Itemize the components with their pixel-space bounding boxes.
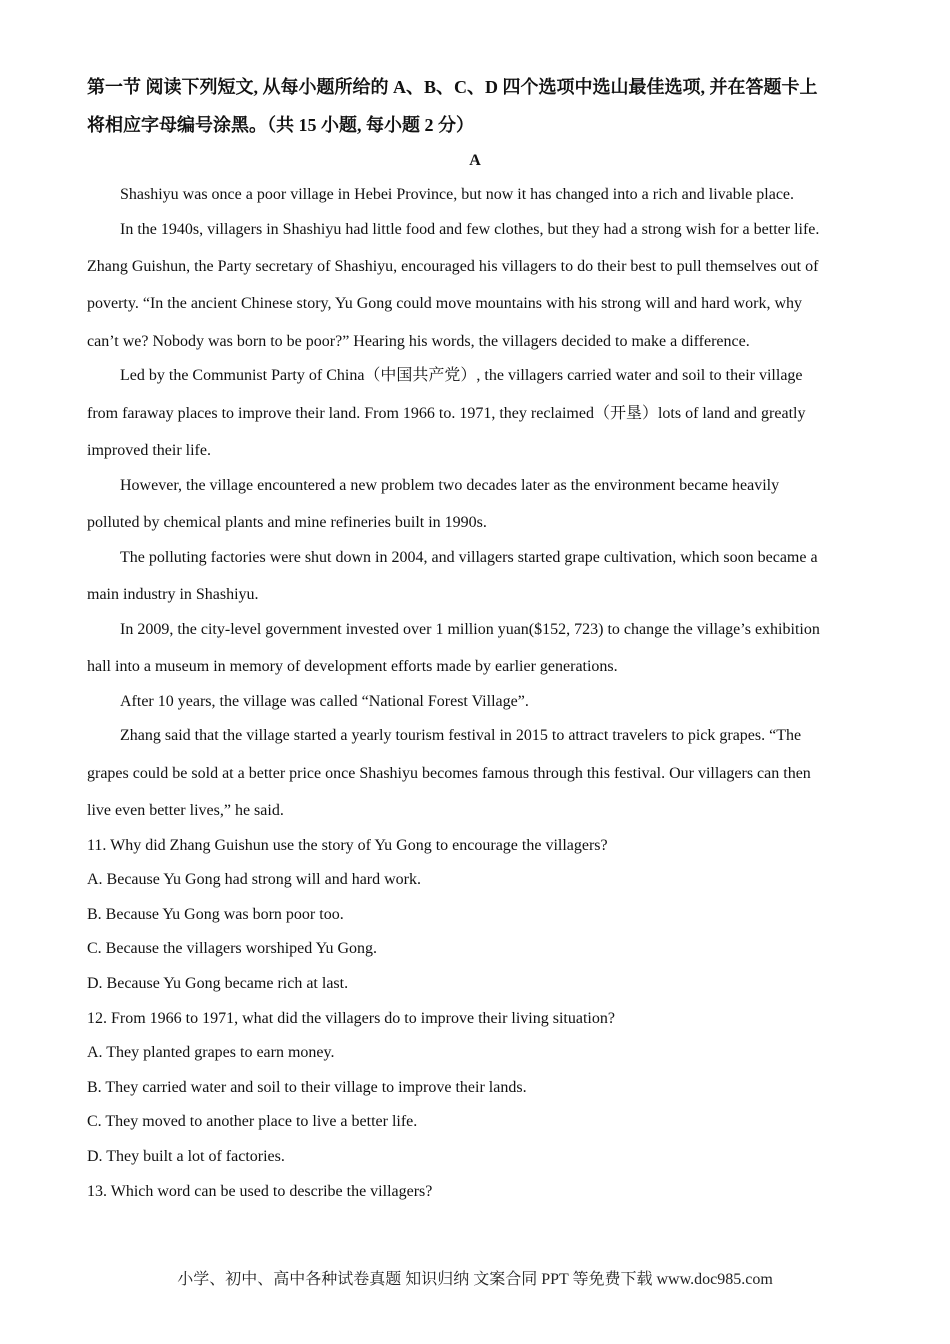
paragraph-line: poverty. “In the ancient Chinese story, Yu Gong could move mountains with his strong will and hard work, why xyxy=(87,295,802,313)
passage-paragraph xyxy=(87,213,863,360)
answer-option-d: D. Because Yu Gong became rich at last. xyxy=(87,975,349,993)
question-stem: 12. From 1966 to 1971, what did the villagers do to improve their living situation? xyxy=(87,1009,615,1027)
answer-option-c: C. Because the villagers worshiped Yu Gong. xyxy=(87,940,378,958)
instruction-line: 将相应字母编号涂黑。（共 15 小题, 每小题 2 分） xyxy=(87,115,474,135)
page-footer: 小学、初中、高中各种试卷真题 知识归纳 文案合同 PPT 等免费下载 www.doc985.com xyxy=(177,1271,773,1288)
question-13 xyxy=(87,1175,863,1210)
paragraph-line: polluted by chemical plants and mine refineries built in 1990s. xyxy=(87,514,487,532)
question-12 xyxy=(87,1002,863,1175)
passage-body xyxy=(87,178,863,829)
passage-paragraph xyxy=(87,359,863,468)
passage-paragraph xyxy=(87,178,863,213)
question-11 xyxy=(87,829,863,1002)
passage-paragraph xyxy=(87,719,863,828)
instruction-line: 第一节 阅读下列短文, 从每小题所给的 A、B、C、D 四个选项中选山最佳选项, 并在答题卡上 xyxy=(87,77,818,97)
answer-option-d: D. They built a lot of factories. xyxy=(87,1148,285,1165)
paragraph-line: Zhang Guishun, the Party secretary of Shashiyu, encouraged his villagers to do their best to pull themselves out of xyxy=(87,257,819,275)
paragraph-line: from faraway places to improve their land. From 1966 to. 1971, they reclaimed（开垦）lots of land and greatly xyxy=(87,404,806,422)
answer-option-b: B. They carried water and soil to their village to improve their lands. xyxy=(87,1078,527,1096)
paragraph-line: In the 1940s, villagers in Shashiyu had little food and few clothes, but they had a strong wish for a better life. xyxy=(120,220,820,238)
paragraph-line: After 10 years, the village was called “National Forest Village”. xyxy=(120,692,529,710)
answer-option-a: A. Because Yu Gong had strong will and hard work. xyxy=(87,871,422,889)
paragraph-line: Shashiyu was once a poor village in Hebei Province, but now it has changed into a rich and livable place. xyxy=(120,186,795,203)
paragraph-line: live even better lives,” he said. xyxy=(87,802,284,820)
paragraph-line: main industry in Shashiyu. xyxy=(87,586,259,604)
passage-paragraph xyxy=(87,541,863,613)
passage-paragraph xyxy=(87,469,863,541)
paragraph-line: can’t we? Nobody was born to be poor?” Hearing his words, the villagers decided to make a difference. xyxy=(87,332,750,350)
answer-option-a: A. They planted grapes to earn money. xyxy=(87,1044,335,1062)
paragraph-line: Led by the Communist Party of China（中国共产党）, the villagers carried water and soil to their village xyxy=(120,367,803,385)
paragraph-line: The polluting factories were shut down in 2004, and villagers started grape cultivation, which soon became a xyxy=(120,548,818,566)
answer-option-c: C. They moved to another place to live a better life. xyxy=(87,1113,418,1131)
question-stem: 11. Why did Zhang Guishun use the story of Yu Gong to encourage the villagers? xyxy=(87,836,608,854)
paragraph-line: Zhang said that the village started a yearly tourism festival in 2015 to attract travelers to pick grapes. “The xyxy=(120,727,802,745)
passage-label: A xyxy=(469,152,481,169)
paragraph-line: grapes could be sold at a better price once Shashiyu becomes famous through this festival. Our villagers can then xyxy=(87,764,811,782)
passage-paragraph xyxy=(87,613,863,685)
paragraph-line: hall into a museum in memory of development efforts made by earlier generations. xyxy=(87,658,618,676)
question-list xyxy=(87,829,863,1210)
paragraph-line: improved their life. xyxy=(87,442,211,460)
passage-paragraph xyxy=(87,685,863,720)
answer-option-b: B. Because Yu Gong was born poor too. xyxy=(87,905,344,923)
section-instructions xyxy=(87,68,863,144)
paragraph-line: However, the village encountered a new problem two decades later as the environment became heavily xyxy=(120,476,780,494)
question-stem: 13. Which word can be used to describe the villagers? xyxy=(87,1182,433,1200)
page-content xyxy=(87,68,863,1209)
paragraph-line: In 2009, the city-level government invested over 1 million yuan($152, 723) to change the village’s exhibition xyxy=(120,620,820,638)
